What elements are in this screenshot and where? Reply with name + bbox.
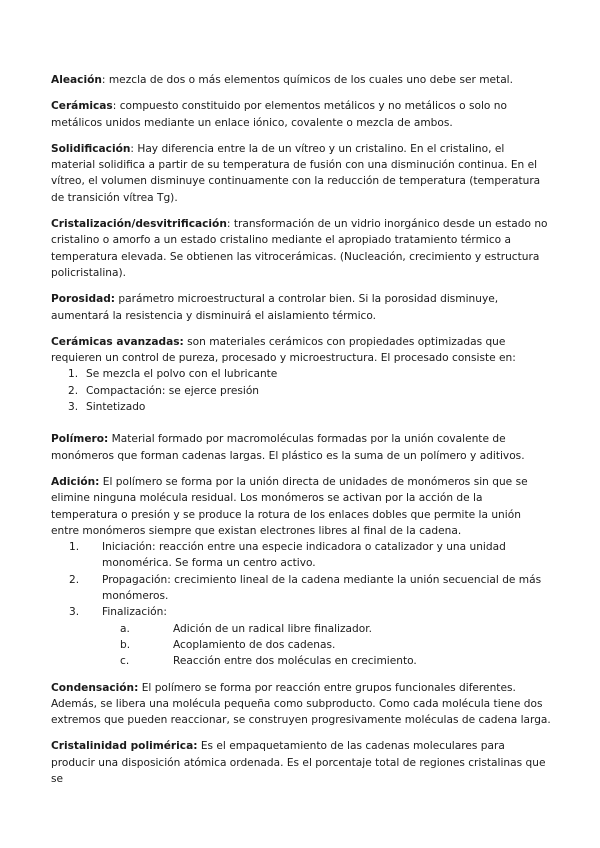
list-item [51,572,551,605]
definition-text: Hay diferencia entre la de un vítreo y un cristalino. En el cristalino, el material solidifica a partir de su temperatura de fusión con una disminución continua. En el vítreo, el volumen disminuye continuamente con la reducción de temperatura (temperatura de transición vítrea Tg). [51,142,541,204]
list-marker: c. [120,655,130,668]
definition-porosidad [51,291,551,324]
definition-text: son materiales cerámicos con propiedades optimizadas que requieren un control de pureza, procesado y microestructura. El procesado consiste en: [51,335,516,365]
definition-text: El polímero se forma por la unión directa de unidades de monómeros sin que se elimine ninguna molécula residual. Los monómeros se activan por la acción de la temperatura o presión y se produce la rotura de los enlaces dobles que permite la unión entre monómeros siempre que existan electrones libres al final de la cadena. [51,475,528,537]
term: Solidificación [51,142,131,155]
definition-text: compuesto constituido por elementos metálicos y no metálicos o solo no metálicos unidos mediante un enlace iónico, covalente o mezcla de ambos. [51,100,507,129]
term-colon: : [101,74,106,86]
list-item [51,399,551,415]
list-marker: b. [120,638,131,651]
definition-text: El polímero se forma por reacción entre grupos funcionales diferentes. Además, se libera una molécula pequeña como subproducto. Como cada molécula tiene dos extremos que pueden reaccionar, se construyen progresivamente moléculas de cadena larga. [51,681,551,727]
list-marker: 2. [69,573,80,586]
term: Aleación [51,74,102,86]
list-item-text: Compactación: se ejerce presión [86,384,260,397]
list-marker: 1. [68,368,79,381]
term: Porosidad: [51,293,116,306]
definition-aleacion [51,72,551,88]
term: Cerámicas [51,100,113,113]
term: Cristalinidad polimérica: [51,740,198,753]
definition-text: Material formado por macromoléculas formadas por la unión covalente de monómeros que forman cadenas largas. El plástico es la suma de un polímero y aditivos. [51,433,525,462]
list-item-text: Acoplamiento de dos cadenas. [173,638,336,651]
definition-text: parámetro microestructural a controlar bien. Si la porosidad disminuye, aumentará la resistencia y disminuirá el aislamiento térmico. [51,293,499,322]
definition-cristalizacion [51,216,551,281]
list-item-text: Propagación: crecimiento lineal de la cadena mediante la unión secuencial de más monómeros. [102,573,542,603]
document-body [51,72,551,797]
definition-condensacion [51,680,551,729]
process-steps-list [51,366,551,415]
list-item [51,366,551,382]
list-item-text: Adición de un radical libre finalizador. [173,622,372,635]
list-marker: 2. [68,384,79,397]
list-item [51,383,551,399]
definition-polimero [51,431,551,464]
list-item-text: Sintetizado [86,401,146,414]
sub-list-item [102,621,551,637]
list-marker: 1. [69,541,80,554]
list-marker: 3. [68,401,79,414]
sub-list-item [102,653,551,669]
list-item-text: Finalización: [102,606,167,619]
addition-steps-list [51,539,551,669]
list-marker: 3. [69,606,80,619]
term: Cristalización/desvitrificación [51,218,227,231]
list-item [51,604,551,669]
list-item [51,539,551,572]
term: Condensación: [51,681,139,694]
list-item-text: Iniciación: reacción entre una especie indicadora o catalizador y una unidad monomérica. Se forma un centro activo. [102,541,506,570]
term: Adición: [51,475,100,488]
sub-list-item [102,637,551,653]
definition-adicion [51,474,551,539]
term-colon: : [130,142,134,155]
definition-ceramicas-avanzadas [51,334,551,367]
term: Polímero: [51,433,109,446]
list-item-text: Reacción entre dos moléculas en crecimiento. [173,655,417,668]
definition-text: transformación de un vidrio inorgánico desde un estado no cristalino o amorfo a un estado cristalino mediante el apropiado tratamiento térmico a temperatura elevada. Se obtienen las vitrocerámicas. (Nucleación, crecimiento y estructura policristalina). [51,218,548,279]
term-colon: : [112,100,117,113]
finalization-substeps-list [102,621,551,670]
definition-ceramicas [51,98,551,131]
term: Cerámicas avanzadas: [51,335,184,348]
definition-text: mezcla de dos o más elementos químicos de los cuales uno debe ser metal. [105,74,513,86]
definition-solidificacion [51,141,551,206]
definition-cristalinidad [51,738,551,787]
list-item-text: Se mezcla el polvo con el lubricante [86,368,278,381]
list-marker: a. [120,622,130,635]
definition-text: Es el empaquetamiento de las cadenas moleculares para producir una disposición atómica ordenada. Es el porcentaje total de regiones cristalinas que se [51,740,546,785]
term-colon: : [226,218,231,231]
